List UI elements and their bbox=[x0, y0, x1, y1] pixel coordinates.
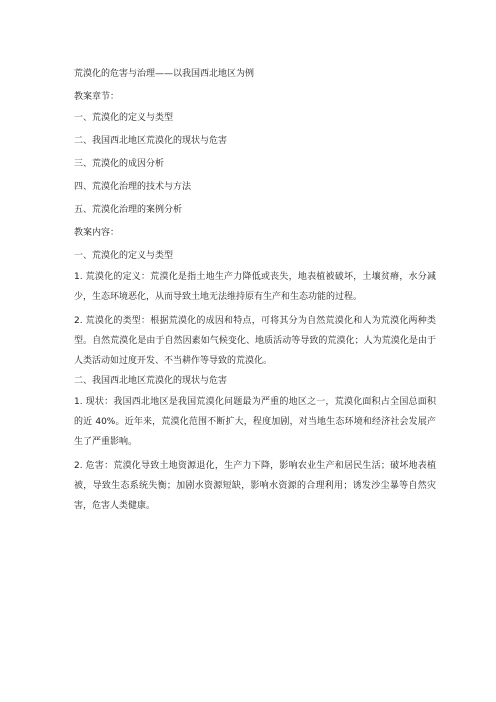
paragraph: 1. 荒漠化的定义：荒漠化是指土地生产力降低或丧失，地表植被破坏，土壤贫瘠，水分减少，生态环境恶化，从而导致土地无法维持原有生产和生态功能的过程。 bbox=[74, 272, 436, 302]
document-title: 荒漠化的危害与治理——以我国西北地区为例 bbox=[74, 69, 255, 79]
chapter-item: 三、荒漠化的成因分析 bbox=[74, 159, 165, 169]
chapter-list bbox=[74, 112, 436, 217]
section-heading: 一、荒漠化的定义与类型 bbox=[74, 251, 174, 261]
title-block bbox=[74, 68, 436, 104]
chapter-item: 四、荒漠化治理的技术与方法 bbox=[74, 182, 192, 192]
chapter-item: 二、我国西北地区荒漠化的现状与危害 bbox=[74, 136, 228, 146]
chapter-item: 五、荒漠化治理的案例分析 bbox=[74, 205, 183, 215]
document-content bbox=[74, 68, 436, 520]
section-heading: 二、我国西北地区荒漠化的现状与危害 bbox=[74, 376, 228, 386]
paragraph: 2. 荒漠化的类型：根据荒漠化的成因和特点，可将其分为自然荒漠化和人为荒漠化两种类型。自然荒漠化是由于自然因素如气候变化、地质活动等导致的荒漠化；人为荒漠化是由于人类活动如过度开发、不当耕作等导致的荒漠化。 bbox=[74, 316, 436, 366]
chapters-heading: 教案章节： bbox=[74, 92, 120, 102]
paragraph: 2. 危害：荒漠化导致土地资源退化，生产力下降，影响农业生产和居民生活；破坏地表植被，导致生态系统失衡；加剧水资源短缺，影响水资源的合理利用；诱发沙尘暴等自然灾害，危害人类健康。 bbox=[74, 461, 436, 511]
chapter-item: 一、荒漠化的定义与类型 bbox=[74, 113, 174, 123]
paragraph: 1. 现状：我国西北地区是我国荒漠化问题最为严重的地区之一，荒漠化面积占全国总面积的近 40%。近年来，荒漠化范围不断扩大，程度加剧，对当地生态环境和经济社会发展产生了严重影响。 bbox=[74, 397, 436, 447]
content-heading: 教案内容： bbox=[74, 228, 120, 238]
